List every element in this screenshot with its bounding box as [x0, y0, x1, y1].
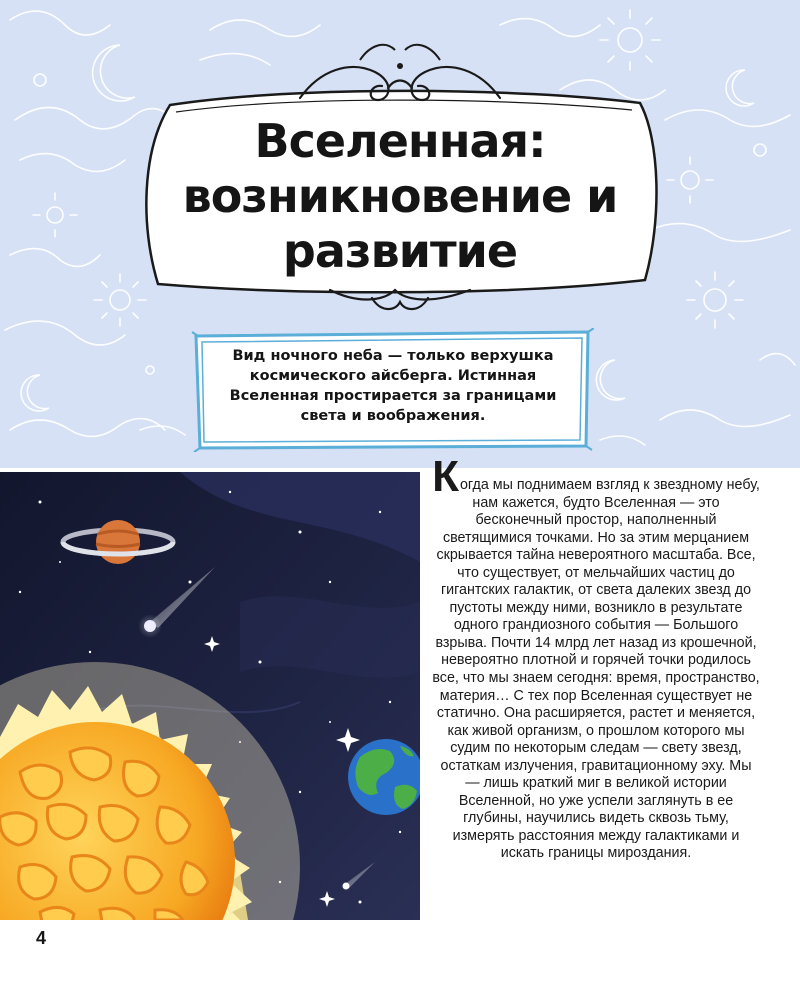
- article-text: огда мы поднимаем взгляд к звездному небу, нам кажется, будто Вселенная — это бесконечный простор, наполненный светящимися точками. Но за этим мерцанием скрывается тайна невероятного масштаба. Все, что существует, от мельчайших частиц до гигантских галактик, от света далеких звезд до пустоты между ними, возникло в результате одного грандиозного события — Большого взрыва. Почти 14 млрд лет назад из крошечной, невероятно плотной и горячей точки родилось все, что мы знаем сегодня: время, пространство, материя… С тех пор Вселенная существует не статично. Она расширяется, растет и меняется, как живой организм, о прошлом которого мы судим по некоторым следам — свету звезд, остаткам излучения, гравитационному эху. Мы — лишь краткий миг в великой истории Вселенной, но уже успели заглянуть в ее глубины, научились видеть сквозь тьму, измерять расстояния между галактиками и искать границы мироздания.: [432, 477, 760, 862]
- title-frame: [0, 0, 800, 320]
- page-number: 4: [36, 928, 47, 948]
- space-illustration: [0, 472, 420, 920]
- lead-text: Вид ночного неба — только верхушка космического айсберга. Истинная Вселенная простирается за границами света и воображения.: [229, 348, 557, 424]
- lead-callout: [190, 328, 594, 452]
- article-body: [432, 452, 760, 863]
- page-title: Вселенная: возникновение и развитие: [182, 114, 618, 278]
- space-scene: [0, 472, 420, 920]
- drop-cap: К: [432, 452, 459, 501]
